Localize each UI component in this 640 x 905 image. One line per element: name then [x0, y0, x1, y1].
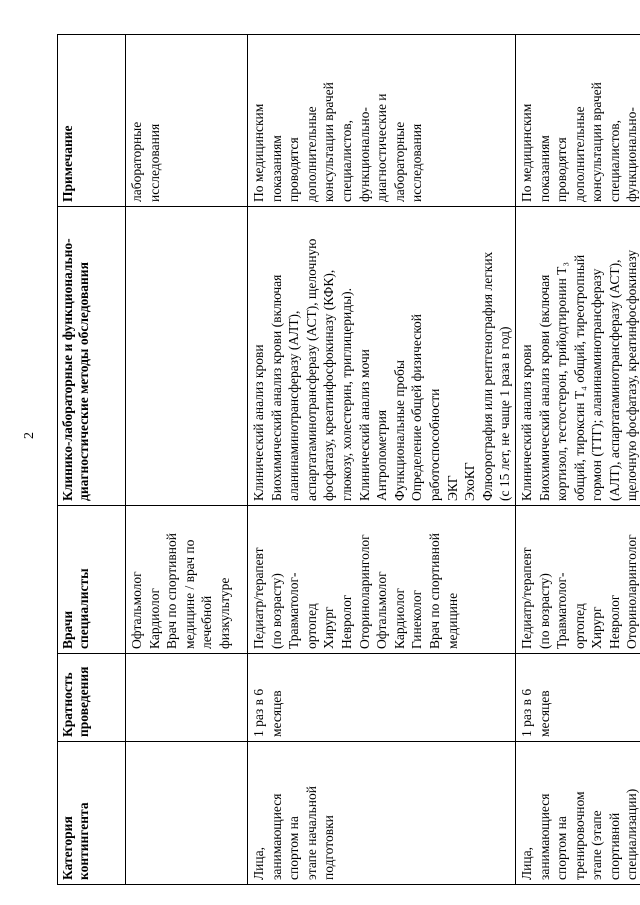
cell-text-line: медицине — [444, 592, 460, 649]
cell-note — [515, 35, 640, 207]
cell-text-line: общий, тироксин Т₄ общий, тиреотропный — [571, 254, 587, 501]
cell-text-line: Флюорография или рентгенография легких — [479, 251, 495, 501]
cell-text-line: (с 15 лет, не чаще 1 раза в год) — [497, 326, 513, 501]
cell-category — [248, 742, 516, 885]
cell-text-line: показаниям — [536, 135, 552, 202]
cell-text-line: Биохимический анализ крови (включая — [536, 274, 552, 501]
cell-text-line: Примечание — [60, 125, 75, 202]
cell-text-line: щелочную фосфатазу, креатинфосфокиназу — [624, 249, 640, 501]
cell-text-line: этапе (этапе — [589, 810, 605, 880]
cell-text-line: 1 раз в 6 — [518, 688, 534, 737]
cell-text-line: Кардиолог — [146, 587, 162, 649]
table-row — [515, 35, 640, 885]
cell-text-line: контингента — [76, 802, 91, 880]
cell-text-line: Клинический анализ крови — [518, 344, 534, 501]
cell-text-line: Травматолог- — [554, 572, 570, 649]
cell-frequency — [248, 654, 516, 742]
cell-text-line: (по возрасту) — [268, 573, 284, 649]
cell-doctors — [126, 506, 248, 654]
cell-text-line: этапе начальной — [303, 786, 319, 880]
cell-text-line: спортом на — [554, 816, 570, 880]
cell-text-line: Биохимический анализ крови (включая — [268, 274, 284, 501]
cell-text-line: специалисты — [76, 568, 91, 649]
cell-text-line: (АЛТ), аспартатаминотрансферазу (АСТ), — [606, 259, 622, 501]
cell-text-line: специализации) — [624, 788, 640, 880]
cell-text-line: специалистов, — [606, 120, 622, 202]
cell-text-line: глюкозу, холестерин, триглицериды). — [338, 287, 354, 501]
cell-text-line: Травматолог- — [286, 572, 302, 649]
cell-text-line: Кратность — [60, 672, 75, 737]
cell-text-line: исследования — [146, 123, 162, 202]
cell-doctors — [515, 506, 640, 654]
cell-text-line: Функциональные пробы — [391, 360, 407, 501]
cell-text-line: работоспособности — [426, 388, 442, 501]
cell-text-line: ЭКГ — [444, 475, 460, 501]
cell-text-line: фосфатазу, креатинфосфокиназу (КФК), — [321, 269, 337, 501]
cell-text-line: (по возрасту) — [536, 573, 552, 649]
cell-text-line: По медицинским — [518, 103, 534, 202]
cell-text-line: дополнительные — [571, 106, 587, 202]
cell-text-line: ЭхоКГ — [462, 462, 478, 501]
header-doctors — [58, 506, 126, 654]
cell-text-line: Офтальмолог — [374, 571, 390, 649]
cell-text-line: Врачи — [60, 610, 75, 649]
cell-text-line: Оториноларинголог — [356, 534, 372, 649]
cell-text-line: занимающиеся — [268, 793, 284, 880]
cell-text-line: аланинаминотрансферазу (АЛТ), — [286, 310, 302, 501]
cell-text-line: функционально- — [624, 107, 640, 202]
header-note — [58, 35, 126, 207]
cell-text-line: дополнительные — [303, 106, 319, 202]
cell-text-line: 1 раз в 6 — [251, 688, 266, 737]
cell-text-line: Лица, — [518, 847, 534, 880]
cell-text-line: проведения — [76, 666, 91, 737]
cell-text-line: Невролог — [606, 594, 622, 649]
cell-text-line: Врач по спортивной — [164, 533, 180, 649]
cell-text-line: Офтальмолог — [129, 571, 144, 649]
cell-text-line: кортизол, тестостерон, трийодтиронин Т₃ — [554, 261, 570, 501]
cell-text-line: аспартатаминотрансферазу (АСТ), щелочную — [303, 238, 319, 501]
cell-text-line: ортопед — [571, 603, 587, 649]
cell-methods — [515, 207, 640, 506]
cell-text-line: консультации врачей — [321, 82, 337, 202]
header-category — [58, 742, 126, 885]
cell-text-line: Гинеколог — [409, 589, 425, 649]
header-frequency — [58, 654, 126, 742]
cell-methods — [126, 207, 248, 506]
cell-text-line: спортом на — [286, 816, 302, 880]
cell-text-line: медицине / врач по — [181, 539, 197, 649]
cell-text-line: диагностические и — [374, 93, 390, 202]
cell-text-line: Педиатр/терапевт — [518, 547, 534, 649]
cell-text-line: Антропометрия — [374, 409, 390, 501]
cell-text-line: Невролог — [338, 594, 354, 649]
cell-text-line: Хирург — [589, 606, 605, 649]
page-number: 2 — [22, 432, 37, 439]
cell-text-line: Оториноларинголог — [624, 534, 640, 649]
cell-text-line: ортопед — [303, 603, 319, 649]
cell-text-line: Клинический анализ мочи — [356, 349, 372, 501]
cell-text-line: проводятся — [286, 137, 302, 202]
cell-text-line: диагностические методы обследования — [76, 262, 91, 501]
cell-text-line: Врач по спортивной — [426, 533, 442, 649]
cell-text-line: проводятся — [554, 137, 570, 202]
cell-note — [126, 35, 248, 207]
cell-text-line: занимающиеся — [536, 793, 552, 880]
cell-text-line: Категория — [60, 816, 75, 880]
table-row — [248, 35, 516, 885]
header-methods — [58, 207, 126, 506]
cell-doctors — [248, 506, 516, 654]
cell-text-line: показаниям — [268, 135, 284, 202]
cell-text-line: Лица, — [251, 847, 266, 880]
cell-text-line: Кардиолог — [391, 587, 407, 649]
cell-text-line: лабораторные — [129, 121, 144, 202]
cell-text-line: Клинический анализ крови — [251, 344, 266, 501]
cell-text-line: консультации врачей — [589, 82, 605, 202]
cell-text-line: лабораторные — [391, 121, 407, 202]
cell-text-line: физкультуре — [216, 577, 232, 649]
cell-text-line: исследования — [409, 123, 425, 202]
cell-text-line: лечебной — [199, 595, 215, 649]
cell-frequency — [515, 654, 640, 742]
cell-category — [515, 742, 640, 885]
cell-text-line: месяцев — [268, 690, 284, 737]
table-row — [126, 35, 248, 885]
cell-text-line: гормон (ТТГ); аланинаминотрансферазу — [589, 268, 605, 501]
medical-examination-table — [57, 34, 640, 885]
cell-text-line: По медицинским — [251, 103, 266, 202]
table-header-row — [58, 35, 126, 885]
cell-category — [126, 742, 248, 885]
cell-text-line: подготовки — [321, 815, 337, 880]
cell-text-line: Определение общей физической — [409, 313, 425, 501]
cell-text-line: Педиатр/терапевт — [251, 547, 266, 649]
cell-text-line: специалистов, — [338, 120, 354, 202]
cell-text-line: Хирург — [321, 606, 337, 649]
cell-text-line: месяцев — [536, 690, 552, 737]
rotated-page — [57, 35, 640, 885]
cell-text-line: Клинико-лабораторные и функционально- — [60, 238, 75, 501]
cell-methods — [248, 207, 516, 506]
cell-text-line: тренировочном — [571, 791, 587, 880]
cell-frequency — [126, 654, 248, 742]
cell-text-line: функционально- — [356, 107, 372, 202]
cell-text-line: спортивной — [606, 812, 622, 880]
cell-note — [248, 35, 516, 207]
